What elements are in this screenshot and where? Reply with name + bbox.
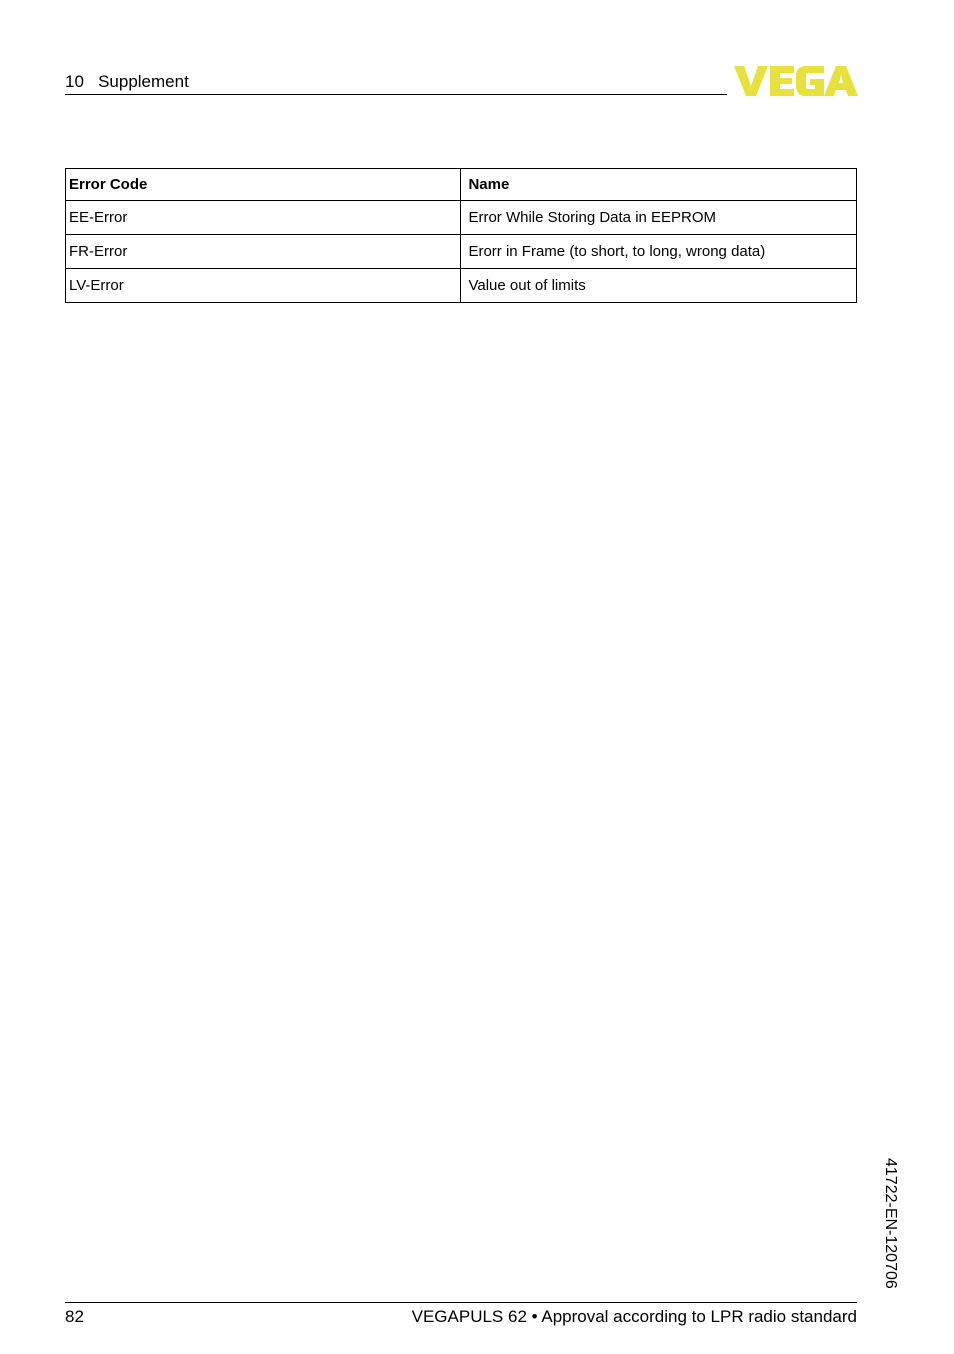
page-number: 82 bbox=[65, 1307, 84, 1326]
table-row bbox=[66, 235, 857, 269]
table-row bbox=[66, 201, 857, 235]
header-rule bbox=[65, 94, 727, 95]
column-header-name: Name bbox=[461, 169, 857, 201]
table-header-row bbox=[66, 169, 857, 201]
document-id: 41722-EN-120706 bbox=[882, 1158, 899, 1289]
section-header: 10 Supplement bbox=[65, 72, 189, 91]
error-name-cell: Error While Storing Data in EEPROM bbox=[461, 201, 857, 235]
table-row bbox=[66, 269, 857, 303]
error-code-table bbox=[65, 168, 857, 303]
error-name-cell: Erorr in Frame (to short, to long, wrong data) bbox=[461, 235, 857, 269]
vega-logo bbox=[734, 64, 858, 98]
error-code-cell: LV-Error bbox=[66, 269, 461, 303]
column-header-error-code: Error Code bbox=[66, 169, 461, 201]
footer-title: VEGAPULS 62 • Approval according to LPR radio standard bbox=[411, 1307, 857, 1326]
error-code-cell: EE-Error bbox=[66, 201, 461, 235]
footer-rule bbox=[65, 1302, 857, 1303]
error-code-cell: FR-Error bbox=[66, 235, 461, 269]
error-name-cell: Value out of limits bbox=[461, 269, 857, 303]
